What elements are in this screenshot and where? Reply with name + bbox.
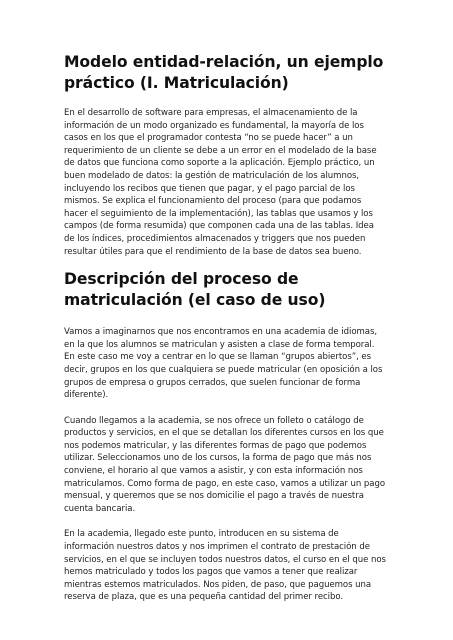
- intro-paragraph: En el desarrollo de software para empresas, el almacenamiento de la información de un modo organizado es fundamental, la mayoría de los casos en los que el programador contesta “no se puede hacer” a un requerimiento de un cliente se debe a un error en el modelado de la base de datos que funciona como soporte a la aplicación. Ejemplo práctico, un buen modelado de datos: la gestión de matriculación de los alumnos, incluyendo los recibos que tienen que pagar, y el pago parcial de los mismos. Se explica el funcionamiento del proceso (para que podamos hacer el seguimiento de la implementación), las tablas que usamos y los campos (de forma resumida) que componen cada una de las tablas. Idea de los índices, procedimientos almacenados y triggers que nos pueden resultar útiles para que el rendimiento de la base de datos sea bueno.: [64, 108, 377, 257]
- document-body: [64, 52, 386, 604]
- body-paragraph-1: Vamos a imaginarnos que nos encontramos en una academia de idiomas, en la que los alumnos se matriculan y asisten a clase de forma temporal. En este caso me voy a centrar en lo que se llaman “grupos abiertos”, es decir, grupos en los que cualquiera se puede matricular (en oposición a los grupos de empresa o grupos cerrados, que suelen funcionar de forma diferente).: [64, 327, 383, 401]
- body-paragraph-3: En la academia, llegado este punto, introducen en su sistema de información nuestros datos y nos imprimen el contrato de prestación de servicios, en el que se incluyen todos nuestros datos, el curso en el que nos hemos matriculado y todos los pagos que vamos a tener que realizar mientras estemos matriculados. Nos piden, de paso, que paguemos una reserva de plaza, que es una pequeña cantidad del primer recibo.: [64, 529, 386, 603]
- body-paragraph-2: Cuando llegamos a la academia, se nos ofrece un folleto o catálogo de productos y servicios, en el que se detallan los diferentes cursos en los que nos podemos matricular, y las diferentes formas de pago que podemos utilizar. Seleccionamos uno de los cursos, la forma de pago que más nos conviene, el horario al que vamos a asistir, y con esta información nos matriculamos. Como forma de pago, en este caso, vamos a utilizar un pago mensual, y queremos que se nos domicilie el pago a través de nuestra cuenta bancaria.: [64, 415, 386, 514]
- document-title: Modelo entidad-relación, un ejemplo práctico (I. Matriculación): [64, 53, 384, 92]
- section-heading: Descripción del proceso de matriculación (el caso de uso): [64, 270, 326, 310]
